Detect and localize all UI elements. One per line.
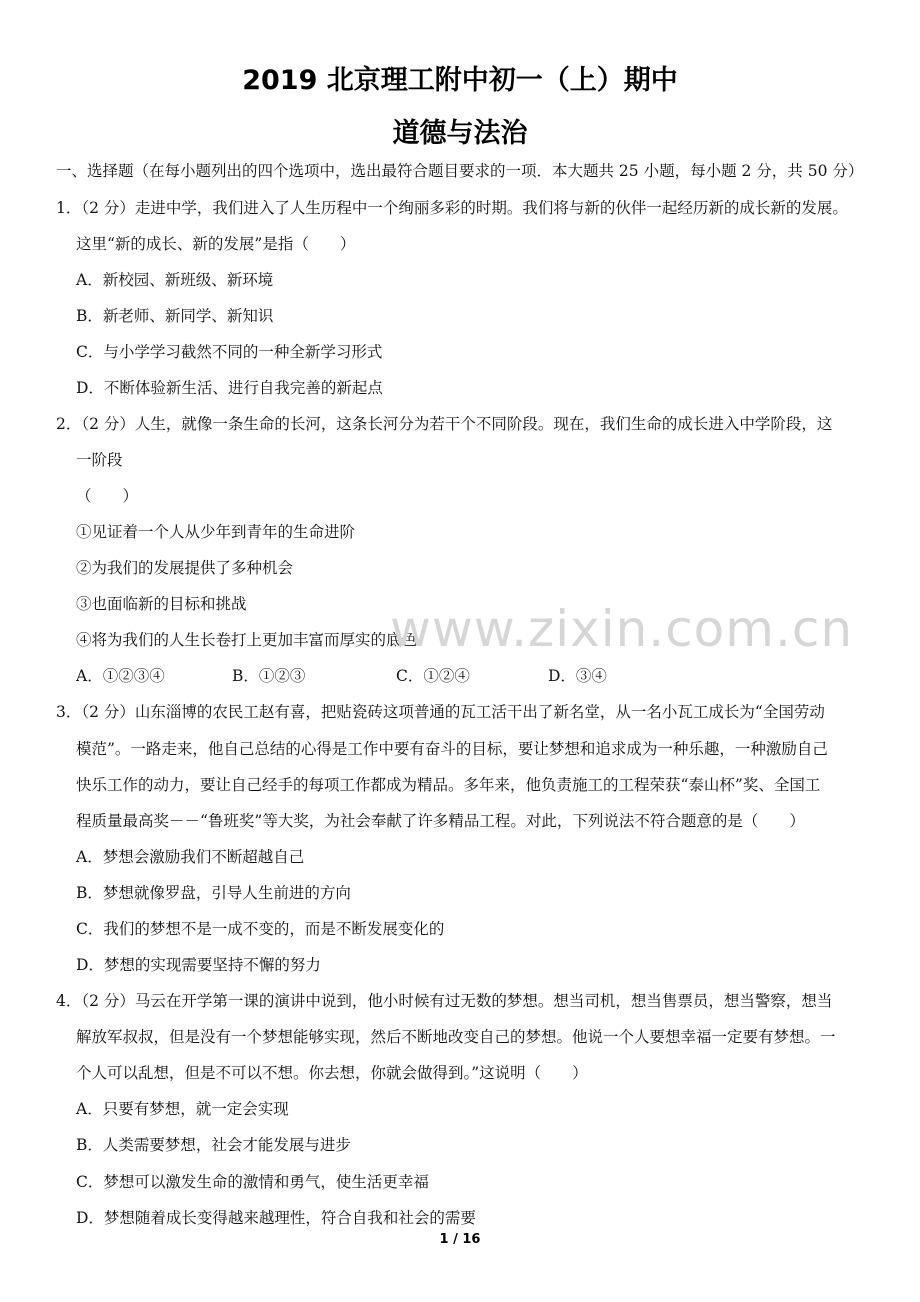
watermark: www.zixin.com.cn: [390, 600, 854, 658]
option-a: A．新校园、新班级、新环境: [76, 271, 274, 289]
page-title: 2019 北京理工附中初一（上）期中: [242, 65, 678, 96]
option-b: B．新老师、新同学、新知识: [76, 307, 274, 325]
page-subtitle: 道德与法治: [392, 118, 528, 149]
question-line: 4．（2 分）马云在开学第一课的演讲中说到，他小时候有过无数的梦想。想当司机，想当售票员，想当警察，想当: [56, 992, 833, 1010]
option-b: B．人类需要梦想，社会才能发展与进步: [76, 1136, 351, 1154]
question-line: （ ）: [76, 487, 139, 505]
statement-4: ④将为我们的人生长卷打上更加丰富而厚实的底色: [76, 631, 418, 649]
option-c: C．我们的梦想不是一成不变的，而是不断发展变化的: [76, 920, 445, 938]
question-line: 这里“新的成长、新的发展”是指（ ）: [76, 235, 356, 253]
question-line: 程质量最高奖－－“鲁班奖”等大奖，为社会奉献了许多精品工程。对此，下列说法不符合题意的是（ ）: [76, 812, 805, 830]
statement-1: ①见证着一个人从少年到青年的生命进阶: [76, 523, 356, 541]
option-d: D．梦想的实现需要坚持不懈的努力: [76, 956, 321, 974]
question-line: 一阶段: [76, 451, 123, 469]
option-a: A．梦想会激励我们不断超越自己: [76, 848, 305, 866]
question-line: 1．（2 分）走进中学，我们进入了人生历程中一个绚丽多彩的时期。我们将与新的伙伴一起经历新的成长新的发展。: [56, 199, 848, 217]
statement-2: ②为我们的发展提供了多种机会: [76, 559, 294, 577]
option-a: A．只要有梦想，就一定会实现: [76, 1100, 289, 1118]
page-number: 1 / 16: [439, 1232, 481, 1247]
option-d: D．不断体验新生活、进行自我完善的新起点: [76, 379, 383, 397]
section-heading: 一、选择题（在每小题列出的四个选项中，选出最符合题目要求的一项．本大题共 25 小题，每小题 2 分，共 50 分）: [56, 162, 864, 180]
question-line: 解放军叔叔，但是没有一个梦想能够实现，然后不断地改变自己的梦想。他说一个人要想幸福一定要有梦想。一: [76, 1028, 836, 1046]
statement-3: ③也面临新的目标和挑战: [76, 595, 247, 613]
question-line: 个人可以乱想，但是不可以不想。你去想，你就会做得到。”这说明（ ）: [76, 1064, 588, 1082]
option-c: C．与小学学习截然不同的一种全新学习形式: [76, 343, 383, 361]
option-c: C．①②④: [396, 667, 470, 685]
option-d: D．梦想随着成长变得越来越理性，符合自我和社会的需要: [76, 1209, 476, 1227]
question-line: 模范”。一路走来，他自己总结的心得是工作中要有奋斗的目标，要让梦想和追求成为一种乐趣，一种激励自己: [76, 740, 828, 758]
option-d: D．③④: [548, 667, 607, 685]
question-line: 快乐工作的动力，要让自己经手的每项工作都成为精品。多年来，他负责施工的工程荣获“泰山杯”奖、全国工: [76, 776, 821, 794]
option-c: C．梦想可以激发生命的激情和勇气，使生活更幸福: [76, 1173, 429, 1191]
option-b: B．梦想就像罗盘，引导人生前进的方向: [76, 884, 351, 902]
option-b: B．①②③: [232, 667, 306, 685]
question-line: 2．（2 分）人生，就像一条生命的长河，这条长河分为若干个不同阶段。现在，我们生命的成长进入中学阶段，这: [56, 415, 833, 433]
question-line: 3．（2 分）山东淄博的农民工赵有喜，把贴瓷砖这项普通的瓦工活干出了新名堂，从一名小瓦工成长为“全国劳动: [56, 703, 825, 721]
option-a: A．①②③④: [76, 667, 165, 685]
